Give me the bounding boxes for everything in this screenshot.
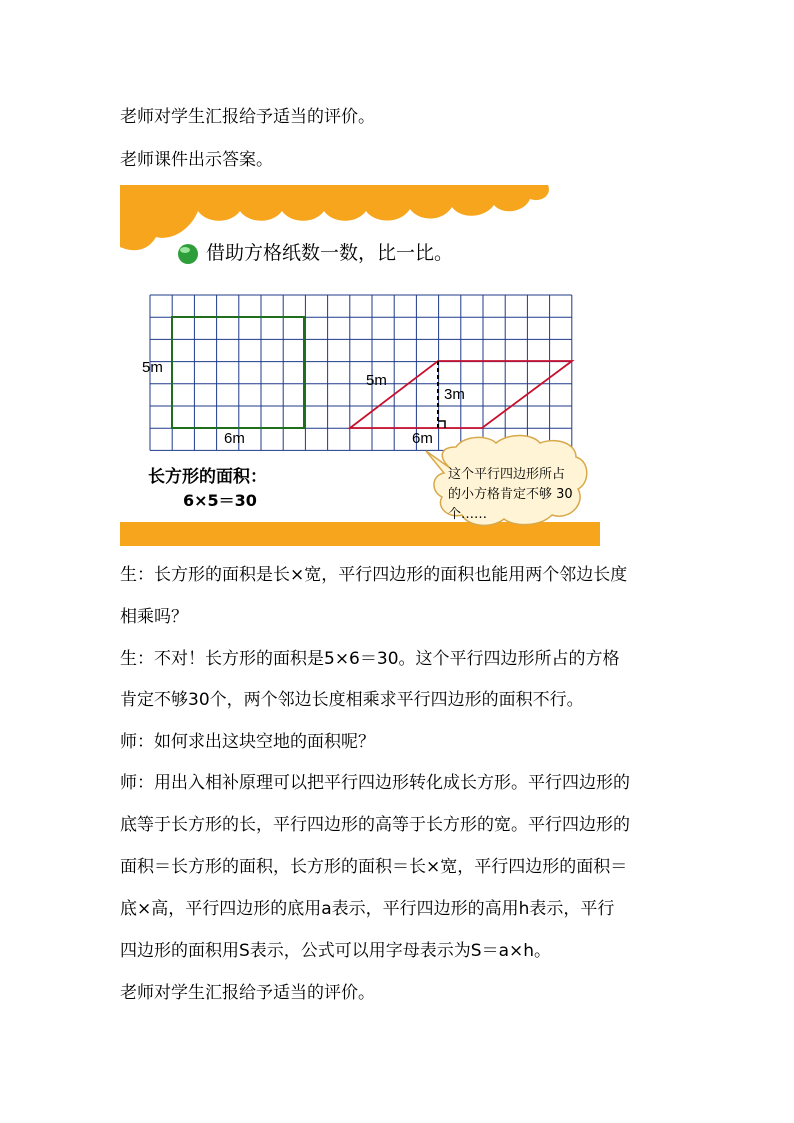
figure-title: 借助方格纸数一数，比一比。 [206,242,454,264]
body-line: 师：用出入相补原理可以把平行四边形转化成长方形。平行四边形的 [120,773,630,793]
body-line: 底等于长方形的长，平行四边形的高等于长方形的宽。平行四边形的 [120,815,630,835]
paragraph-2: 老师课件出示答案。 [120,150,273,170]
green-bullet-icon [178,244,198,264]
courseware-figure [120,185,600,546]
para-bottom-label: 6m [412,430,433,447]
body-line: 生：不对！长方形的面积是5×6＝30。这个平行四边形所占的方格 [120,649,620,669]
body-line: 相乘吗？ [120,607,188,627]
bottom-strip [120,522,600,546]
rect-bottom-label: 6m [224,430,245,447]
bubble-text: 这个平行四边形所占的小方格肯定不够 30 个…… [448,467,573,522]
area-formula: 6×5＝30 [183,491,257,510]
body-line: 生：长方形的面积是长×宽，平行四边形的面积也能用两个邻边长度 [120,565,628,585]
body-line: 面积＝长方形的面积，长方形的面积＝长×宽，平行四边形的面积＝ [120,857,628,877]
body-line: 师：如何求出这块空地的面积呢？ [120,732,375,752]
body-line: 老师对学生汇报给予适当的评价。 [120,983,375,1003]
paragraph-1: 老师对学生汇报给予适当的评价。 [120,107,375,127]
area-label: 长方形的面积： [148,467,267,487]
rectangle-shape [172,317,304,428]
body-line: 四边形的面积用S表示，公式可以用字母表示为S＝a×h。 [120,941,552,961]
body-line: 肯定不够30个，两个邻边长度相乘求平行四边形的面积不行。 [120,690,584,710]
para-height-label: 3m [444,386,465,403]
para-side-label: 5m [366,372,387,389]
rect-side-label: 5m [142,359,163,376]
body-line: 底×高，平行四边形的底用a表示，平行四边形的高用h表示，平行 [120,899,615,919]
